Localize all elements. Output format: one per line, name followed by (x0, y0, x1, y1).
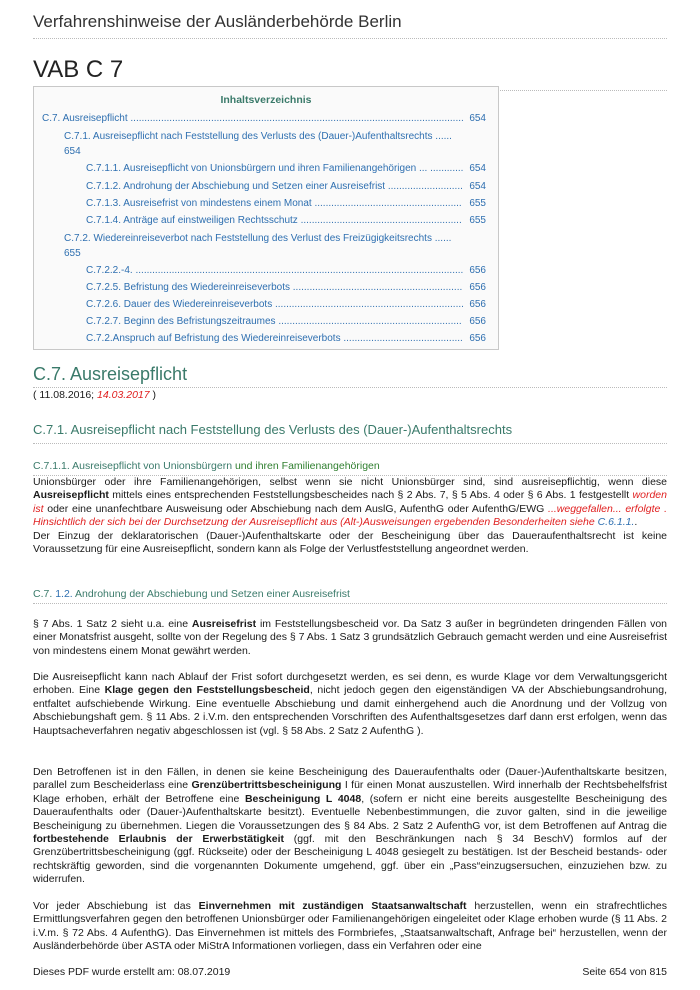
toc-entry-page: 654 (469, 181, 486, 192)
toc-entry-page: 656 (469, 265, 486, 276)
toc-entry-page: 655 (64, 248, 81, 259)
toc-entry-label: C.7.2.6. Dauer des Wiedereinreiseverbots (86, 299, 273, 310)
toc-entry-page: 655 (469, 215, 486, 226)
toc-entry-page: 654 (469, 113, 486, 124)
toc-entry-page: 656 (469, 333, 486, 344)
toc-entry[interactable] (86, 196, 492, 211)
toc-dot-leader: ........................... (385, 181, 463, 192)
page-header: Verfahrenshinweise der Ausländerbehörde Berlin (33, 12, 667, 39)
toc-entry-page: 656 (469, 316, 486, 327)
toc-dot-leader: ..................................................... (311, 198, 462, 209)
toc-dot-leader: ............................................................. (290, 282, 463, 293)
toc-entry[interactable] (86, 161, 492, 176)
toc-dot-leader: .......................................................... (297, 215, 462, 226)
footer-page-number: Seite 654 von 815 (582, 966, 667, 978)
doc-title: VAB C 7 (33, 56, 667, 91)
cross-reference-link[interactable]: C.6.1.1. (597, 516, 635, 529)
toc-entry[interactable] (86, 213, 492, 228)
toc-entry-page: 656 (469, 282, 486, 293)
toc-entry[interactable] (86, 263, 492, 278)
toc-entry-page: 656 (469, 299, 486, 310)
toc-entry-page: 654 (469, 163, 486, 174)
toc-entry-label: C.7.1. Ausreisepflicht nach Feststellung des Verlusts des (Dauer-)Aufenthaltsrechts ...... (64, 131, 452, 142)
toc-dot-leader: ............ (427, 163, 464, 174)
toc-dot-leader: ...................................................................................................................... (132, 265, 464, 276)
footer-created-date: Dieses PDF wurde erstellt am: 08.07.2019 (33, 966, 231, 978)
subsubsection-heading-1: C.7.1.1. Ausreisepflicht von Unionsbürgern und ihren Familienangehörigen (33, 460, 667, 476)
toc-entry-label: C.7.2.Anspruch auf Befristung des Wiedereinreiseverbots (86, 333, 341, 344)
page-footer (33, 966, 667, 978)
toc-entry-label: C.7.2.2.-4. (86, 265, 133, 276)
toc-entry[interactable] (86, 331, 492, 346)
toc-entry-label: C.7.2.5. Befristung des Wiedereinreiseverbots (86, 282, 290, 293)
toc-heading: Inhaltsverzeichnis (220, 94, 312, 106)
toc-entry-label: C.7.1.4. Anträge auf einstweiligen Rechtsschutz (86, 215, 298, 226)
toc-entry-page: 654 (64, 146, 81, 157)
toc-entry-label: C.7.2.7. Beginn des Befristungszeitraumes (86, 316, 276, 327)
subsubsection-heading-2: C.7. 1.2. Androhung der Abschiebung und Setzen einer Ausreisefrist (33, 588, 667, 604)
toc-entry-label: C.7.1.2. Androhung der Abschiebung und Setzen einer Ausreisefrist (86, 181, 386, 192)
toc-entry-label: C.7. Ausreisepflicht (42, 113, 128, 124)
toc-entry[interactable] (86, 297, 492, 312)
subsection-heading: C.7.1. Ausreisepflicht nach Feststellung des Verlusts des (Dauer-)Aufenthaltsrechts (33, 422, 667, 444)
paragraph-4: Den Betroffenen ist in den Fällen, in denen sie keine Bescheinigung des Daueraufenthalts oder (Dauer-)Aufenthaltskarte besitzen, parallel zum Bescheiderlass eine Grenzübertrittsbescheinigung I für einen Monat auszustellen. Wird innerhalb der Rechtsbehelfsfrist Klage erhoben, erhält der Betroffene eine Bescheinigung L 4048, (sofern er nicht eine bereits ausgestellte Bescheinigung des Daueraufenthalts oder (Dauer-)Aufenthaltskarte besitzt). Eventuelle Nebenbestimmungen, die zuvor galten, sind in die jeweilige Bescheinigung zu übernehmen. Liegen die Voraussetzungen des § 84 Abs. 2 Satz 2 AufenthG vor, ist dem Betroffenen auf Antrag die fortbestehende Erlaubnis der Erwerbstätigkeit (ggf. mit den Beschränkungen nach § 34 BeschV) formlos auf der Grenzübertrittsbescheinigung (ggf. Rückseite) oder der Bescheinigung L 4048 gesiegelt zu bestätigen. Ist der Bescheid bestands- oder rechtskräftig geworden, sind die vorgenannten Dokumente umgehend, ggf. über ein „Pass“einzugsersuchen, einzuziehen bzw. zu widerrufen. (33, 766, 667, 886)
toc-dot-leader: .................................................................. (275, 316, 462, 327)
toc-dot-leader: ........................................... (340, 333, 463, 344)
toc-entry[interactable] (64, 231, 492, 259)
toc-entry-page: 655 (469, 198, 486, 209)
toc-entry[interactable] (42, 111, 492, 126)
toc-entry-label: C.7.2. Wiedereinreiseverbot nach Feststellung des Verlust des Freizügigkeitsrechts ...... (64, 233, 452, 244)
toc-entry[interactable] (86, 280, 492, 295)
toc-entry[interactable] (86, 179, 492, 194)
toc-entry-label: C.7.1.3. Ausreisefrist von mindestens einem Monat (86, 198, 312, 209)
section-heading: C.7. Ausreisepflicht (33, 364, 667, 388)
toc-entry-label: C.7.1.1. Ausreisepflicht von Unionsbürgern und ihren Familienangehörigen ... (86, 163, 428, 174)
date-line: ( 11.08.2016; 14.03.2017 ) (33, 389, 157, 401)
toc-entry[interactable] (64, 129, 492, 157)
table-of-contents (33, 86, 499, 350)
toc-dot-leader: ........................................................................................................................ (127, 113, 464, 124)
toc-dot-leader: .................................................................... (272, 299, 464, 310)
toc-entry[interactable] (86, 314, 492, 329)
paragraph-3: Die Ausreisepflicht kann nach Ablauf der Frist sofort durchgesetzt werden, es sei denn, es wurde Klage vor dem Verwaltungsgericht erhoben. Eine Klage gegen den Feststellungsbescheid, nicht jedoch gegen den eigenständigen VA der Abschiebungsandrohung, entfaltet aufschiebende Wirkung. Eine eventuelle Abschiebung und damit einhergehend auch die Anordnung und der Vollzug von Abschiebungshaft gem. § 11 Abs. 2 i.V.m. den entsprechenden Vorschriften des Aufenthaltsgesetzes darf dann erst erfolgen, wenn das Hauptsacheverfahren negativ abgeschlossen ist (vgl. § 58 Abs. 2 Satz 2 AufenthG ). (33, 671, 667, 737)
paragraph-5: Vor jeder Abschiebung ist das Einvernehmen mit zuständigen Staatsanwaltschaft herzustellen, wenn ein strafrechtliches Ermittlungsverfahren gegen den betroffenen Unionsbürger oder Familienangehörigen eingeleitet oder Klage erhoben wurde (§ 11 Abs. 2 i.V.m. § 72 Abs. 4 AufenthG). Das Einvernehmen ist mittels des Formbriefes, „Staatsanwaltschaft, Anfrage bei“ herzustellen, wenn der Ausländerbehörde über ASTA oder MiStrA Informationen vorliegen, dass ein Verfahren oder eine (33, 900, 667, 953)
paragraph-2: § 7 Abs. 1 Satz 2 sieht u.a. eine Ausreisefrist im Feststellungsbescheid vor. Da Satz 3 außer in begründeten dringenden Fällen von einer Monatsfrist ausgeht, sollte von der Regelung des § 7 Abs. 1 Satz 3 grundsätzlich Gebrauch gemacht werden und eine Ausreisefrist von mindestens einem Monat gewährt werden. (33, 618, 667, 657)
paragraph-1: Unionsbürger oder ihre Familienangehörigen, selbst wenn sie nicht Unionsbürger sind, sind ausreisepflichtig, wenn diese Ausreisepflicht mittels eines entsprechenden Feststellungsbescheides nach § 2 Abs. 7, § 5 Abs. 4 oder § 6 Abs. 1 festgestellt worden ist oder eine unanfechtbare Ausweisung oder Abschiebung nach dem AuslG, AufenthG oder AufenthG/EWG ...weggefallen... erfolgte . Hinsichtlich der sich bei der Durchsetzung der Ausreisepflicht aus (Alt-)Ausweisungen ergebenden Besonderheiten siehe C.6.1.1.. Der Einzug der deklaratorischen (Dauer-)Aufenthaltskarte oder der Bescheinigung über das Daueraufenthaltsrecht ist keine Voraussetzung für eine Ausreisepflicht, sondern kann als Folge der Verlustfeststellung angeordnet werden. (33, 476, 667, 556)
